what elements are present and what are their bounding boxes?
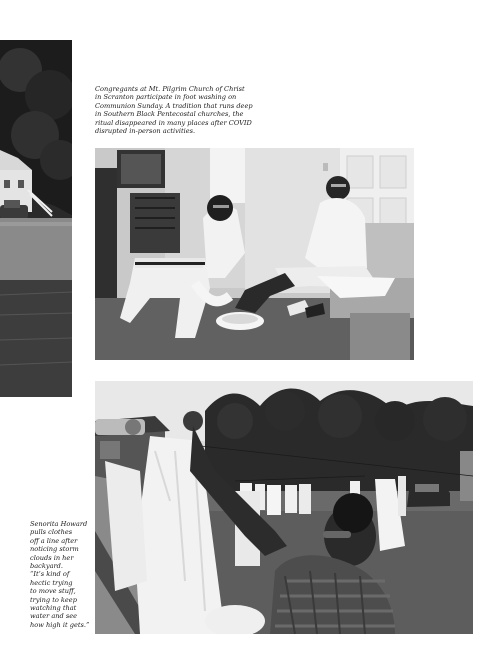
caption-line: hectic trying [30,578,73,587]
caption-line: backyard. [30,562,63,571]
left-partial-photo [0,40,72,397]
caption-line: clouds in her [30,553,74,562]
foot-washing-photo [95,148,414,360]
caption-line: water and see [30,612,78,621]
bottom-caption [30,520,89,629]
caption-line: trying to keep [30,595,77,604]
caption-line: watching that [30,604,77,613]
caption-line: Congregants at Mt. Pilgrim Church of Christ [95,85,245,93]
top-caption [95,85,253,135]
caption-line: to move stuff, [30,587,76,596]
caption-line: disrupted in-person activities. [95,127,196,136]
caption-line: ritual disappeared in many places after COVID [95,118,252,127]
caption-line: off a line after [30,536,78,545]
caption-line: Communion Sunday. A tradition that runs deep [95,101,253,110]
caption-line: pulls clothes [30,528,73,537]
caption-line: how high it gets.” [30,620,90,629]
clothesline-photo [95,381,473,634]
caption-line: in Southern Black Pentecostal churches, the [95,110,244,119]
caption-line: noticing storm [30,545,79,554]
caption-line: in Scranton participate in foot washing on [95,93,237,102]
caption-line: Senorita Howard [30,520,88,528]
caption-line: “It’s kind of [30,570,70,579]
